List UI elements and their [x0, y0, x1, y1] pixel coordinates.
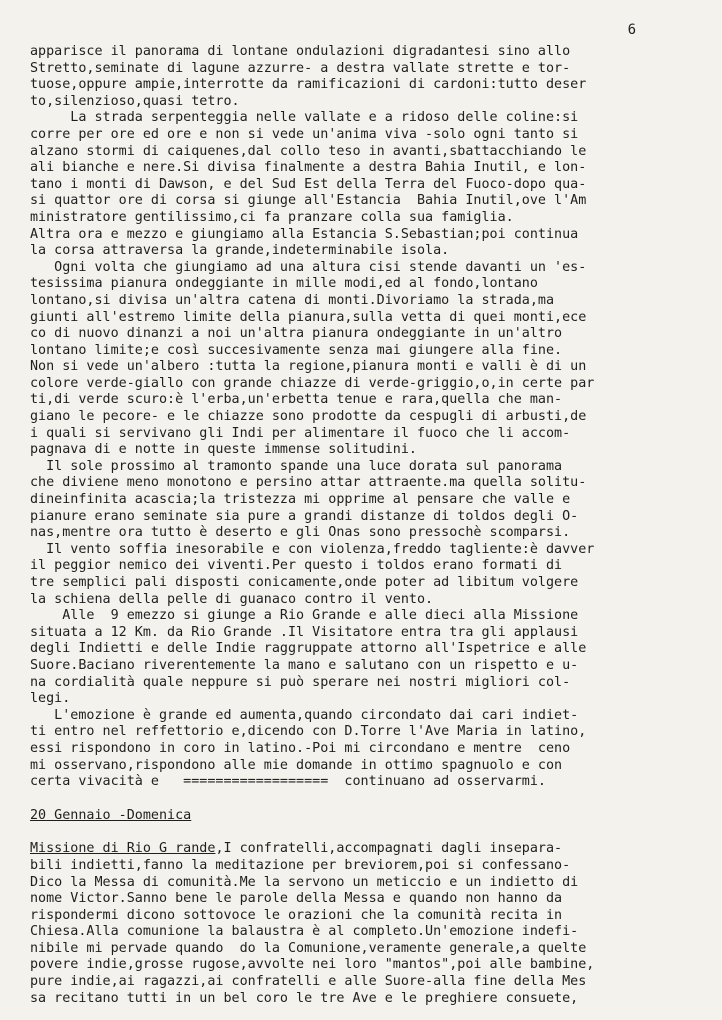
paragraph-block-travel	[30, 44, 694, 791]
text-line: ministratore gentilissimo,ci fa pranzare colla sua famiglia.	[30, 209, 514, 225]
text-line: Ogni volta che giungiamo ad una altura cisi stende davanti un 'es-	[30, 259, 587, 275]
section-heading: 20 Gennaio -Domenica	[30, 807, 192, 823]
text-line: pure indie,ai ragazzi,ai confratelli e alle Suore-alla fine della Mes	[30, 974, 587, 990]
text-line: ti entro nel reffettorio e,dicendo con D.Torre l'Ave Maria in latino,	[30, 724, 587, 740]
text-line: lontano limite;e così succesivamente senza mai giungere alla fine.	[30, 342, 563, 358]
page-number: 6	[627, 22, 636, 38]
text-line: La strada serpenteggia nelle vallate e a ridoso delle coline:si	[30, 110, 579, 126]
paragraph-block-mission	[30, 858, 694, 1007]
text-line: rispondermi dicono sottovoce le orazioni che la comunità recita in	[30, 907, 563, 923]
text-line: si quattor ore di corsa si giunge all'Estancia Bahia Inutil,ove l'Am	[30, 193, 587, 209]
text-line: situata a 12 Km. da Rio Grande .Il Visitatore entra tra gli applausi	[30, 624, 579, 640]
text-line: Il sole prossimo al tramonto spande una luce dorata sul panorama	[30, 458, 563, 474]
text-line: certa vivacità e ================== continuano ad osservarmi.	[30, 774, 546, 790]
text-line: Stretto,seminate di lagune azzurre- a destra vallate strette e tor-	[30, 60, 571, 76]
spacer	[30, 824, 694, 841]
text-line: i quali si servivano gli Indi per alimentare il fuoco che li accom-	[30, 425, 571, 441]
text-line: corre per ore ed ore e non si vede un'anima viva -solo ogni tanto si	[30, 126, 579, 142]
text-line: co di nuovo dinanzi a noi un'altra pianura ondeggiante in un'altro	[30, 326, 563, 342]
text-line: nas,mentre ora tutto è deserto e gli Onas sono pressochè scomparsi.	[30, 525, 571, 541]
text-line: essi rispondono in coro in latino.-Poi mi circondano e mentre ceno	[30, 740, 571, 756]
text-line: ,I confratelli,accompagnati dagli insepara-	[215, 841, 563, 857]
text-line: L'emozione è grande ed aumenta,quando circondato dai cari indiet-	[30, 707, 579, 723]
text-line: tano i monti di Dawson, e del Sud Est della Terra del Fuoco-dopo qua-	[30, 176, 587, 192]
text-line: pagnava di e notte in queste immense solitudini.	[30, 442, 417, 458]
text-line: mi osservano,rispondono alle mie domande in ottimo spagnuolo e con	[30, 757, 563, 773]
text-line: ti,di verde scuro:è l'erba,un'erbetta tenue e rara,quella che man-	[30, 392, 563, 408]
text-line: Chiesa.Alla comunione la balaustra è al completo.Un'emozione indefi-	[30, 924, 579, 940]
text-line: la schiena della pelle di guanaco contro il vento.	[30, 591, 434, 607]
text-line: che diviene meno monotono e persino attar attraente.ma quella solitu-	[30, 475, 587, 491]
text-line: nibile mi pervade quando do la Comunione,veramente generale,a quelte	[30, 940, 587, 956]
mission-heading: Missione di Rio G rande	[30, 841, 216, 857]
text-line: Non si vede un'albero :tutta la regione,pianura monti e valli è di un	[30, 359, 587, 375]
text-line: colore verde-giallo con grande chiazze di verde-griggio,o,in certe par	[30, 375, 595, 391]
text-line: povere indie,grosse rugose,avvolte nei loro "mantos",poi alle bambine,	[30, 957, 595, 973]
text-line: la corsa attraversa la grande,indeterminabile isola.	[30, 243, 450, 259]
text-line: na cordialità quale neppure si può sperare nei nostri migliori col-	[30, 674, 571, 690]
text-line: apparisce il panorama di lontane ondulazioni digradantesi sino allo	[30, 44, 571, 59]
text-line: giunti all'estremo limite della pianura,sulla vetta di quei monti,ece	[30, 309, 587, 325]
text-line: dineinfinita acascia;la tristezza mi opprime al pensare che valle e	[30, 492, 571, 508]
text-line: tuose,oppure ampie,interrotte da ramificazioni di cardoni:tutto deser	[30, 77, 587, 93]
text-line: nome Victor.Sanno bene le parole della Messa e quando non hanno da	[30, 891, 563, 907]
text-line: pianure erano seminate sia pure a grandi distanze di toldos degli O-	[30, 508, 579, 524]
text-line: sa recitano tutti in un bel coro le tre Ave e le preghiere consuete,	[30, 990, 579, 1006]
text-line: legi.	[30, 691, 71, 707]
text-line: degli Indietti e delle Indie raggruppate attorno all'Ispetrice e alle	[30, 641, 587, 657]
text-line: ali bianche e nere.Si divisa finalmente a destra Bahia Inutil, e lon-	[30, 160, 587, 176]
text-line: Dico la Messa di comunità.Me la servono un meticcio e un indietto di	[30, 874, 579, 890]
text-line: Il vento soffia inesorabile e con violenza,freddo tagliente:è davver	[30, 541, 595, 557]
text-line: Alle 9 emezzo si giunge a Rio Grande e alle dieci alla Missione	[30, 608, 579, 624]
text-line: to,silenzioso,quasi tetro.	[30, 93, 240, 109]
text-line: lontano,si divisa un'altra catena di monti.Divoriamo la strada,ma	[30, 292, 555, 308]
text-line: tesissima pianura ondeggiante in mille modi,ed al fondo,lontano	[30, 276, 538, 292]
spacer	[30, 791, 694, 808]
text-line: tre semplici pali disposti conicamente,onde poter ad libitum volgere	[30, 575, 579, 590]
paragraph-first-line	[30, 841, 694, 858]
text-line: Altra ora e mezzo e giungiamo alla Estancia S.Sebastian;poi continua	[30, 226, 579, 242]
text-line: alzano stormi di caiquenes,dal collo teso in avanti,sbattacchiando le	[30, 143, 587, 159]
text-line: Suore.Baciano riverentemente la mano e salutano con un rispetto e u-	[30, 657, 579, 673]
text-line: bili indietti,fanno la meditazione per breviorem,poi si confessano-	[30, 857, 571, 873]
text-line: giano le pecore- e le chiazze sono prodotte da cespugli di arbusti,de	[30, 409, 587, 425]
text-line: il peggior nemico dei viventi.Per questo i toldos erano formati di	[30, 558, 563, 574]
